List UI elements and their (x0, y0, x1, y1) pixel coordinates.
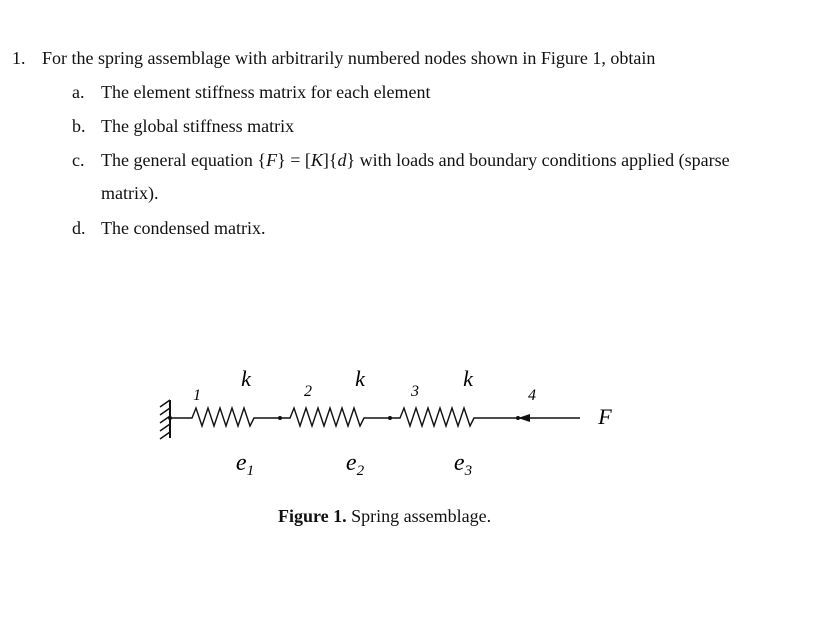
element-label-3: $e_3$ (453, 450, 473, 479)
var-F: F (266, 150, 278, 170)
spring-label-2: k (355, 366, 365, 391)
part-a-letter: a. (72, 82, 85, 102)
node-1-point (168, 416, 172, 420)
node-label-3: 3 (411, 383, 419, 400)
spring-label-3: k (463, 366, 473, 391)
part-b-text: The global stiffness matrix (101, 116, 295, 136)
spring-label-1: k (241, 366, 251, 391)
node-label-2: 2 (304, 383, 312, 400)
part-c-text-before: The general equation { (101, 150, 267, 170)
part-c-letter: c. (72, 150, 85, 170)
spring-element-2 (280, 408, 390, 426)
node-label-4: 4 (528, 387, 536, 404)
element-label-1: $e_1$ (235, 450, 255, 479)
fixed-wall-support (160, 400, 170, 439)
question-text: For the spring assemblage with arbitrarily numbered nodes shown in Figure 1, obtain (42, 48, 656, 68)
part-c-continuation: matrix). (101, 183, 159, 203)
force-label: F (598, 404, 612, 429)
caption-text: Spring assemblage. (346, 506, 492, 526)
spring-element-1 (170, 408, 280, 426)
part-d-text: The condensed matrix. (101, 218, 266, 238)
part-d-letter: d. (72, 218, 86, 238)
part-c-text (101, 149, 730, 171)
part-c-mid: ]{ (322, 150, 338, 170)
part-b-letter: b. (72, 116, 86, 136)
part-c-text-after: } with loads and boundary conditions applied (sparse (346, 150, 730, 170)
part-c-eq: } = [ (277, 150, 311, 170)
var-d: d (337, 150, 347, 170)
spring-element-3 (390, 408, 500, 426)
caption-bold: Figure 1. (278, 506, 347, 526)
node-2-point (278, 416, 282, 420)
question-number: 1. (12, 48, 26, 68)
element-label-2: $e_2$ (345, 450, 365, 479)
node-label-1: 1 (193, 387, 201, 404)
spring-assemblage-figure (150, 360, 650, 490)
var-K: K (310, 150, 323, 170)
force-arrow (518, 414, 580, 422)
node-3-point (388, 416, 392, 420)
part-a-text: The element stiffness matrix for each element (101, 82, 431, 102)
